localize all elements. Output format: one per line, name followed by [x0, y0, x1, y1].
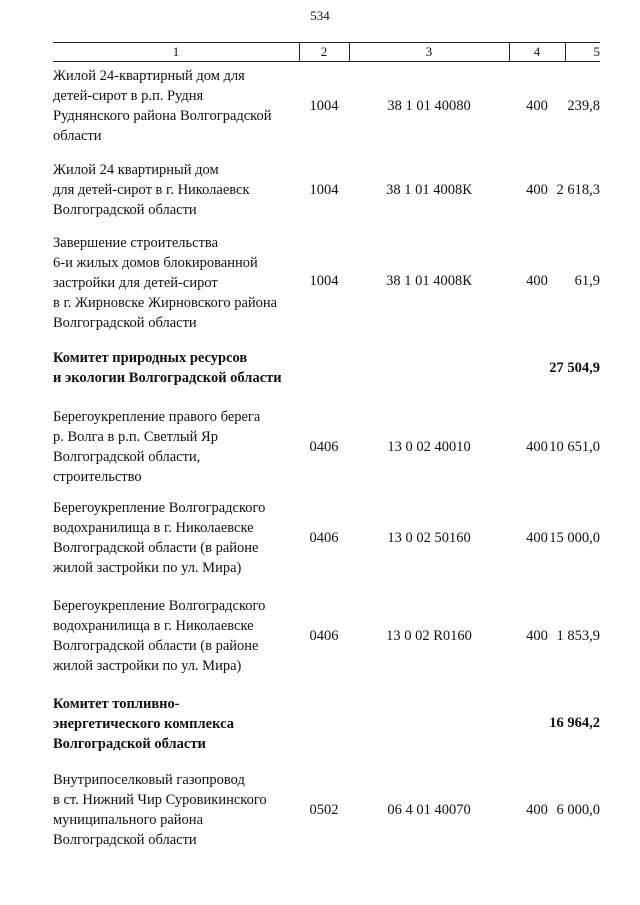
object-name: Берегоукрепление Волгоградского водохранилища в г. Николаевске Волгоградской области (в районе жилой застройки по ул. Мира) [53, 500, 266, 576]
amount: 15 000,0 [549, 530, 600, 546]
object-name: Внутрипоселковый газопровод в ст. Нижний Чир Суровикинского муниципального района Волгоградской области [53, 772, 267, 848]
ministry-total: 16 964,2 [549, 715, 600, 731]
section-code: 0502 [309, 802, 339, 818]
expense-type: 400 [526, 628, 548, 644]
object-name: Завершение строительства 6-и жилых домов блокированной застройки для детей-сирот в г. Жирновске Жирновского района Волгоградской области [53, 235, 278, 331]
table-header [53, 42, 600, 62]
object-name: Жилой 24 квартирный дом для детей-сирот в г. Николаевск Волгоградской области [53, 162, 250, 218]
amount: 61,9 [574, 273, 600, 289]
expense-type: 400 [526, 98, 548, 114]
column-header-5: 5 [593, 44, 600, 59]
expense-type: 400 [526, 802, 548, 818]
column-header-2: 2 [299, 43, 350, 61]
target-article: 38 1 01 40080 [387, 98, 471, 114]
amount: 6 000,0 [556, 802, 600, 818]
ministry-name: Комитет топливно- энергетического комплекса Волгоградской области [53, 696, 234, 752]
section-code: 1004 [309, 182, 339, 198]
page-number: 534 [310, 8, 330, 23]
ministry-total: 27 504,9 [549, 360, 600, 376]
amount: 2 618,3 [556, 182, 600, 198]
target-article: 38 1 01 4008К [386, 273, 472, 289]
target-article: 13 0 02 50160 [387, 530, 471, 546]
target-article: 13 0 02 R0160 [386, 628, 472, 644]
column-header-4: 4 [509, 43, 566, 61]
object-name: Берегоукрепление Волгоградского водохранилища в г. Николаевске Волгоградской области (в районе жилой застройки по ул. Мира) [53, 598, 266, 674]
target-article: 06 4 01 40070 [387, 802, 471, 818]
object-name: Жилой 24-квартирный дом для детей-сирот в р.п. Рудня Руднянского района Волгоградской области [53, 68, 272, 144]
column-header-1: 1 [53, 43, 300, 61]
expense-type: 400 [526, 273, 548, 289]
amount: 10 651,0 [549, 439, 600, 455]
target-article: 13 0 02 40010 [387, 439, 471, 455]
section-code: 1004 [309, 98, 339, 114]
expense-type: 400 [526, 182, 548, 198]
expense-type: 400 [526, 530, 548, 546]
object-name: Берегоукрепление правого берега р. Волга в р.п. Светлый Яр Волгоградской области, строительство [53, 409, 261, 485]
section-code: 0406 [309, 439, 339, 455]
section-code: 0406 [309, 530, 339, 546]
amount: 239,8 [567, 98, 600, 114]
target-article: 38 1 01 4008К [386, 182, 472, 198]
section-code: 1004 [309, 273, 339, 289]
amount: 1 853,9 [556, 628, 600, 644]
ministry-name: Комитет природных ресурсов и экологии Волгоградской области [53, 350, 282, 386]
column-header-3: 3 [349, 43, 510, 61]
expense-type: 400 [526, 439, 548, 455]
section-code: 0406 [309, 628, 339, 644]
